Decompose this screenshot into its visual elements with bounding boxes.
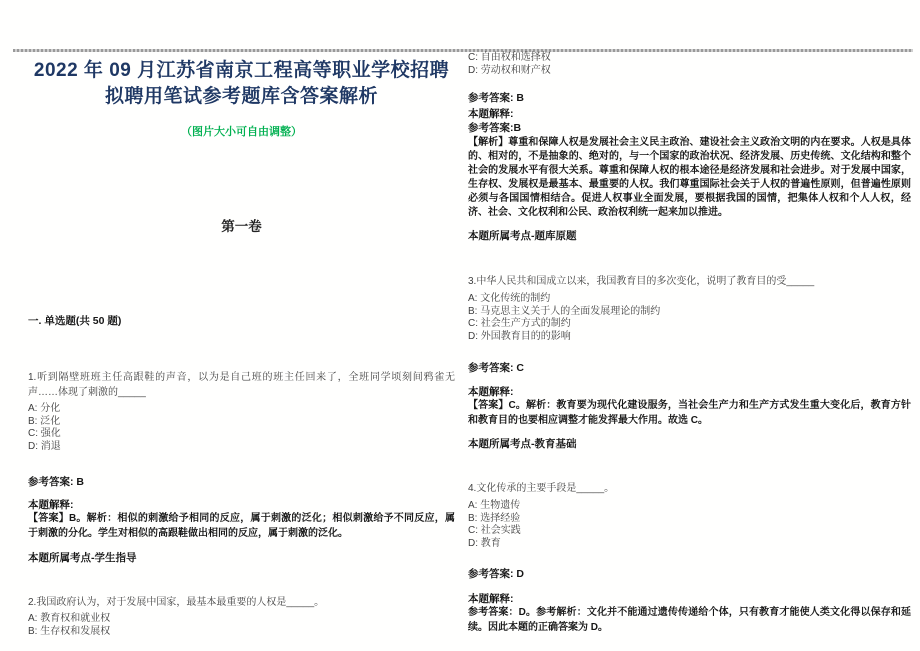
q4-option-a: A: 生物遗传 bbox=[468, 500, 521, 511]
q2-option-a: A: 教育权和就业权 bbox=[28, 613, 111, 624]
question-1-options bbox=[28, 403, 455, 453]
question-3-text: 3.中华人民共和国成立以来，我国教育目的多次变化，说明了教育目的受_____ bbox=[468, 276, 815, 287]
volume-heading: 第一卷 bbox=[221, 219, 262, 234]
question-2-options bbox=[28, 613, 455, 638]
q3-explanation-text: 【答案】C。解析：教育要为现代化建设服务，当社会生产力和生产方式发生重大变化后，教育方针和教育目的也要相应调整才能发挥最大作用。故选 C。 bbox=[468, 400, 911, 426]
right-column bbox=[468, 0, 911, 635]
question-3-options bbox=[468, 293, 911, 343]
q3-answer-line: 参考答案: C bbox=[468, 362, 524, 374]
question-2-options-continued bbox=[468, 52, 911, 77]
section-heading: 一. 单选题(共 50 题) bbox=[28, 315, 122, 327]
q1-topic-line: 本题所属考点-学生指导 bbox=[28, 552, 137, 564]
q1-explanation-text: 【答案】B。解析：相似的刺激给予相同的反应，属于刺激的泛化；相似刺激给予不同反应，属于刺激的分化。学生对相似的高跟鞋做出相同的反应，属于刺激的泛化。 bbox=[28, 513, 455, 539]
q2-answer-line: 参考答案: B bbox=[468, 92, 524, 104]
q1-explanation-label: 本题解释: bbox=[28, 499, 74, 511]
q2-option-b: B: 生存权和发展权 bbox=[28, 625, 111, 637]
q1-option-a: A: 分化 bbox=[28, 403, 61, 414]
q2-explanation-text: 【解析】尊重和保障人权是发展社会主义民主政治、建设社会主义政治文明的内在要求。人权是具体的、相对的，不是抽象的、绝对的，与一个国家的政治状况、经济发展、历史传统、文化结构和整个社会的发展水平有很大关系。尊重和保障人权的根本途径是经济发展和社会进步。对于发展中国家，生存权、发展权是最基本、最重要的人权。我们尊重国际社会关于人权的普遍性原则，但普遍性原则必须与各国国情相结合。促进人权事业全面发展，要根据我国的国情，把集体人权和个人人权，经济、社会、文化权利和公民、政治权利统一起来加以推进。 bbox=[468, 137, 911, 218]
q4-explanation-text: 参考答案：D。参考解析：文化并不能通过遗传传递给个体，只有教育才能使人类文化得以保存和延续。因此本题的正确答案为 D。 bbox=[468, 607, 911, 633]
question-4-options bbox=[468, 500, 911, 550]
question-1-text: 1.听到隔壁班班主任高跟鞋的声音，以为是自己班的班主任回来了，全班同学顷刻间鸦雀无声……体现了刺激的_____ bbox=[28, 372, 455, 398]
q1-option-d: D: 消退 bbox=[28, 440, 61, 452]
q2-option-c: C: 自由权和选择权 bbox=[468, 52, 551, 63]
q3-topic-line: 本题所属考点-教育基础 bbox=[468, 438, 577, 450]
q2-explanation-label: 本题解释: bbox=[468, 108, 514, 120]
q2-option-d: D: 劳动权和财产权 bbox=[468, 64, 551, 76]
q4-option-b: B: 选择经验 bbox=[468, 512, 521, 524]
q4-answer-line: 参考答案: D bbox=[468, 568, 524, 580]
q3-option-b: B: 马克思主义关于人的全面发展理论的制约 bbox=[468, 305, 661, 317]
question-2-text: 2.我国政府认为，对于发展中国家，最基本最重要的人权是_____。 bbox=[28, 597, 325, 608]
q1-option-c: C: 强化 bbox=[28, 428, 61, 439]
q3-explanation-label: 本题解释: bbox=[468, 386, 514, 398]
q3-option-d: D: 外国教育目的的影响 bbox=[468, 330, 571, 342]
image-resize-note: （图片大小可自由调整） bbox=[181, 126, 302, 138]
left-column bbox=[28, 0, 455, 638]
q4-option-c: C: 社会实践 bbox=[468, 525, 521, 536]
question-4-text: 4.文化传承的主要手段是_____。 bbox=[468, 483, 615, 494]
q3-option-c: C: 社会生产方式的制约 bbox=[468, 318, 571, 329]
q4-explanation-label: 本题解释: bbox=[468, 593, 514, 605]
q4-option-d: D: 教育 bbox=[468, 537, 501, 549]
document-title: 2022 年 09 月江苏省南京工程高等职业学校招聘拟聘用笔试参考题库含答案解析 bbox=[33, 60, 450, 107]
q1-answer-line: 参考答案: B bbox=[28, 476, 84, 488]
q3-option-a: A: 文化传统的制约 bbox=[468, 293, 551, 304]
q2-sub-answer-line: 参考答案:B bbox=[468, 122, 522, 134]
q2-topic-line: 本题所属考点-题库原题 bbox=[468, 230, 577, 242]
q1-option-b: B: 泛化 bbox=[28, 415, 61, 427]
